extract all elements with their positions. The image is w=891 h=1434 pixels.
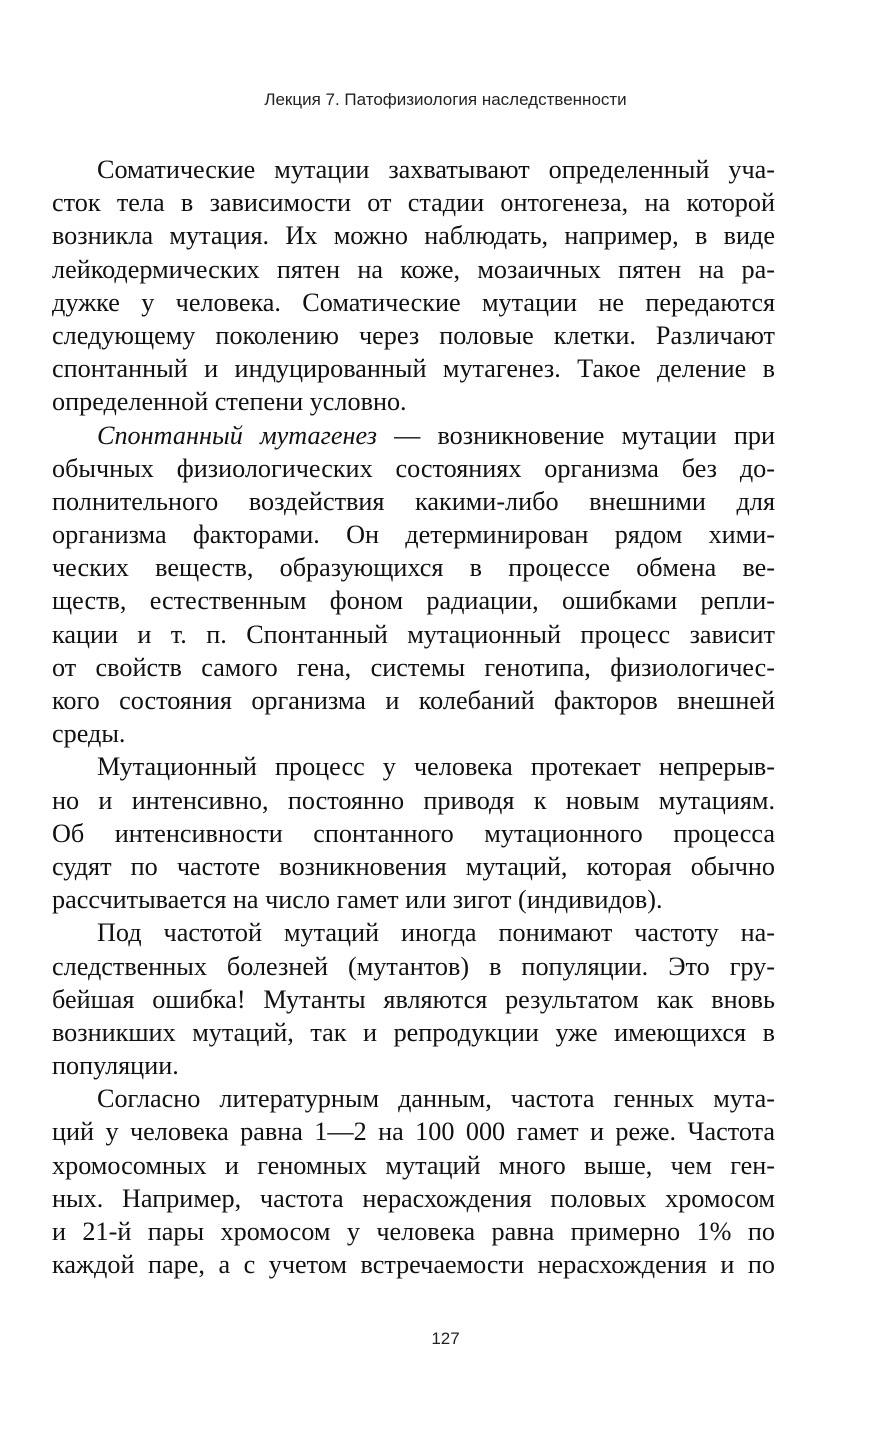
text-line: сток тела в зависимости от стадии онтогенеза, на которой (52, 188, 775, 218)
text-line: судят по частоте возникновения мутаций, которая обычно (52, 851, 775, 881)
text-line: ществ, естественным фоном радиации, ошибками репли- (52, 586, 775, 616)
text-line: Мутационный процесс у человека протекает непрерыв- (97, 752, 775, 782)
text-line: дужке у человека. Соматические мутации не передаются (52, 287, 775, 317)
text-line: популяции. (52, 1051, 179, 1081)
text-line: кого состояния организма и колебаний факторов внешней (52, 686, 775, 715)
text-line: Соматические мутации захватывают определенный уча- (97, 155, 775, 184)
text-line: кации и т. п. Спонтанный мутационный процесс зависит (52, 619, 775, 649)
running-head: Лекция 7. Патофизиология наследственности (264, 90, 627, 109)
paragraph-mutation-process (52, 750, 775, 916)
text-line: каждой паре, а с учетом встречаемости нерасхождения и по (52, 1250, 775, 1280)
paragraph-mutation-frequency (52, 916, 775, 1082)
text-line: возникших мутаций, так и репродукции уже имеющихся в (52, 1017, 775, 1047)
text-line: лейкодермических пятен на коже, мозаичных пятен на ра- (52, 254, 775, 284)
text-line (52, 419, 775, 452)
paragraph-somatic-mutations (52, 153, 775, 419)
text-line: и 21-й пары хромосом у человека равна примерно 1% по (52, 1217, 775, 1246)
text-line: Согласно литературным данным, частота генных мута- (97, 1084, 775, 1114)
page-number: 127 (431, 1329, 460, 1348)
text-line: среды. (52, 719, 126, 749)
text-line: определенной степени условно. (52, 387, 407, 417)
text-line: полнительного воздействия какими-либо внешними для (52, 486, 775, 516)
text-line: рассчитывается на число гамет или зигот (индивидов). (52, 885, 663, 915)
body-text (52, 153, 775, 1281)
text-line: ций у человека равна 1—2 на 100 000 гамет и реже. Частота (52, 1117, 775, 1147)
text-line: бейшая ошибка! Мутанты являются результатом как вновь (52, 984, 775, 1014)
paragraph-literature-data (52, 1082, 775, 1281)
text-line: обычных физиологических состояниях организма без до- (52, 453, 775, 483)
text-line: следственных болезней (мутантов) в популяции. Это гру- (52, 951, 775, 981)
text-line: спонтанный и индуцированный мутагенез. Такое деление в (52, 354, 775, 384)
text-line: Под частотой мутаций иногда понимают частоту на- (97, 918, 775, 948)
text-line: Об интенсивности спонтанного мутационного процесса (52, 818, 775, 848)
italic-term: Спонтанный мутагенез (97, 420, 377, 450)
text-line: от свойств самого гена, системы генотипа, физиологичес- (52, 652, 775, 682)
text-line: хромосомных и геномных мутаций много выше, чем ген- (52, 1150, 775, 1180)
paragraph-spontaneous-mutagenesis (52, 419, 775, 751)
text-line: ных. Например, частота нерасхождения половых хромосом (52, 1183, 775, 1213)
text-line: организма факторами. Он детерминирован рядом хими- (52, 520, 775, 550)
text-line: возникла мутация. Их можно наблюдать, например, в виде (52, 221, 775, 251)
text-line: ческих веществ, образующихся в процессе обмена ве- (52, 553, 775, 583)
text-line-rest: — возникновение мутации при (376, 420, 775, 450)
text-line: но и интенсивно, постоянно приводя к новым мутациям. (52, 785, 775, 815)
text-line: следующему поколению через половые клетки. Различают (52, 320, 775, 350)
